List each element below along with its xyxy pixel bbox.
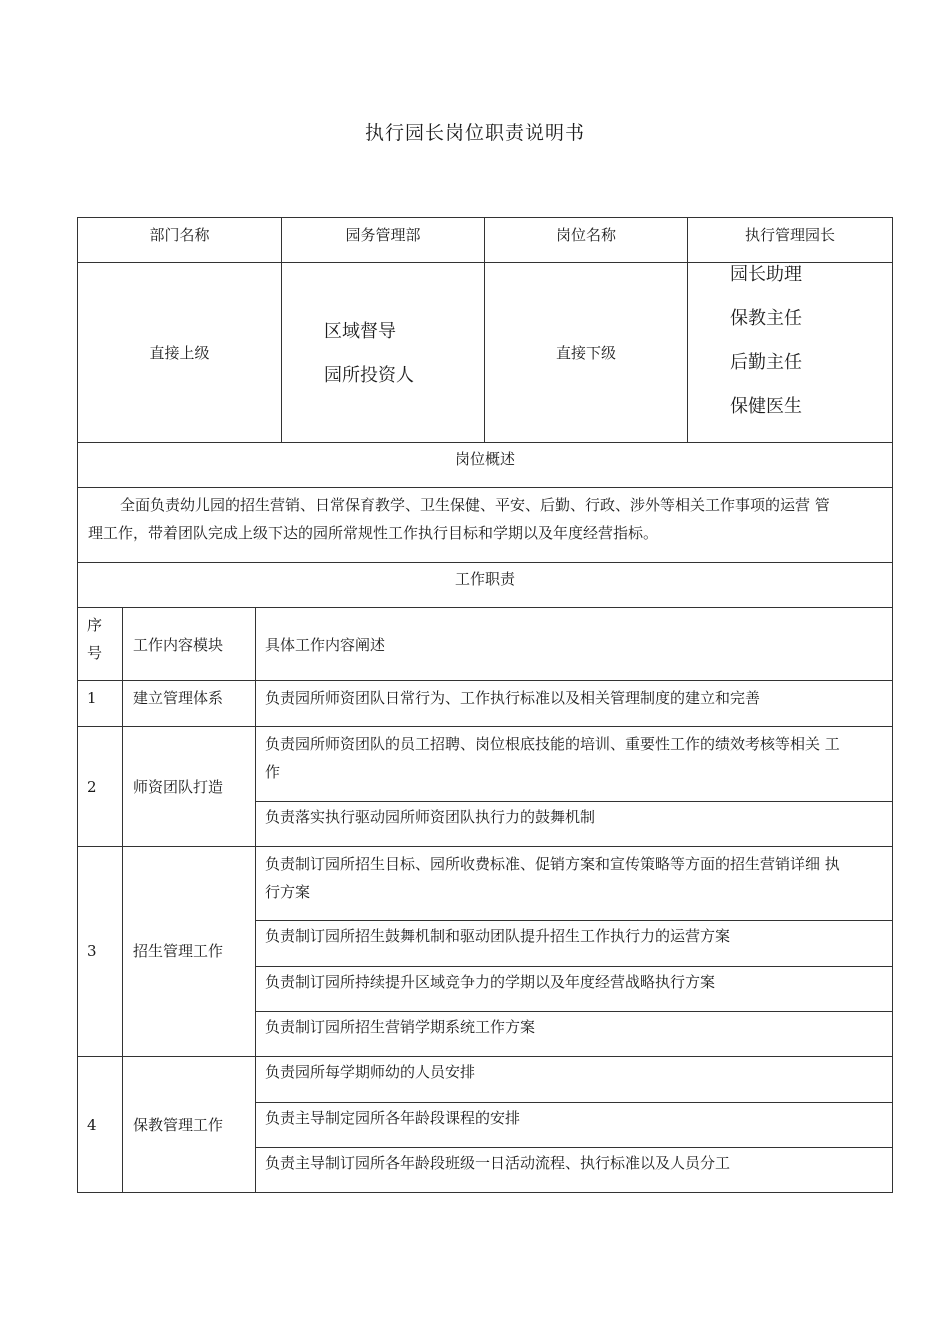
overview-heading: 岗位概述	[454, 450, 515, 468]
col-desc-header: 具体工作内容阐述	[265, 636, 386, 654]
page-title: 执行园长岗位职责说明书	[364, 122, 585, 144]
row-no: 3	[87, 942, 97, 960]
col-no-header: 序	[87, 616, 103, 634]
row-module: 师资团队打造	[133, 778, 224, 796]
dept-label: 部门名称	[149, 226, 210, 244]
position-label: 岗位名称	[555, 226, 616, 244]
row-no: 1	[87, 689, 97, 707]
overview-text-line: 全面负责幼儿园的招生营销、日常保育教学、卫生保健、平安、后勤、行政、涉外等相关工作事项的运营 管	[120, 496, 830, 514]
row-item: 负责主导制订园所各年龄段班级一日活动流程、执行标准以及人员分工	[265, 1154, 731, 1172]
row-item: 负责制订园所招生营销学期系统工作方案	[265, 1018, 536, 1036]
row-item: 行方案	[265, 883, 311, 901]
row-item: 负责制订园所持续提升区域竞争力的学期以及年度经营战略执行方案	[265, 973, 716, 991]
row-item: 作	[265, 763, 281, 781]
row-item: 负责落实执行驱动园所师资团队执行力的鼓舞机制	[265, 808, 596, 826]
overview-text-line: 理工作，带着团队完成上级下达的园所常规性工作执行目标和学期以及年度经营指标。	[88, 524, 659, 542]
row-no: 4	[87, 1116, 97, 1134]
row-item: 负责主导制定园所各年龄段课程的安排	[265, 1109, 521, 1127]
dept-value: 园务管理部	[345, 226, 421, 244]
superior-item: 园所投资人	[324, 365, 414, 386]
row-item: 负责园所师资团队的员工招聘、岗位根底技能的培训、重要性工作的绩效考核等相关 工	[265, 735, 840, 753]
row-item: 负责制订园所招生目标、园所收费标准、促销方案和宣传策略等方面的招生营销详细 执	[265, 855, 840, 873]
duties-heading: 工作职责	[454, 570, 515, 588]
col-module-header: 工作内容模块	[133, 636, 224, 654]
row-module: 建立管理体系	[133, 689, 224, 707]
subordinate-item: 园长助理	[730, 264, 802, 285]
superior-item: 区域督导	[324, 321, 396, 342]
subordinate-item: 后勤主任	[730, 352, 802, 373]
row-item: 负责园所每学期师幼的人员安排	[265, 1063, 476, 1081]
superior-label: 直接上级	[149, 344, 210, 362]
row-no: 2	[87, 778, 97, 796]
subordinate-item: 保教主任	[730, 308, 802, 329]
row-module: 招生管理工作	[133, 942, 224, 960]
col-no-header: 号	[87, 644, 103, 662]
row-module: 保教管理工作	[133, 1116, 224, 1134]
position-value: 执行管理园长	[744, 226, 835, 244]
subordinate-item: 保健医生	[730, 396, 802, 417]
row-item: 负责园所师资团队日常行为、工作执行标准以及相关管理制度的建立和完善	[265, 689, 761, 707]
subordinate-label: 直接下级	[555, 344, 616, 362]
row-item: 负责制订园所招生鼓舞机制和驱动团队提升招生工作执行力的运营方案	[265, 927, 731, 945]
